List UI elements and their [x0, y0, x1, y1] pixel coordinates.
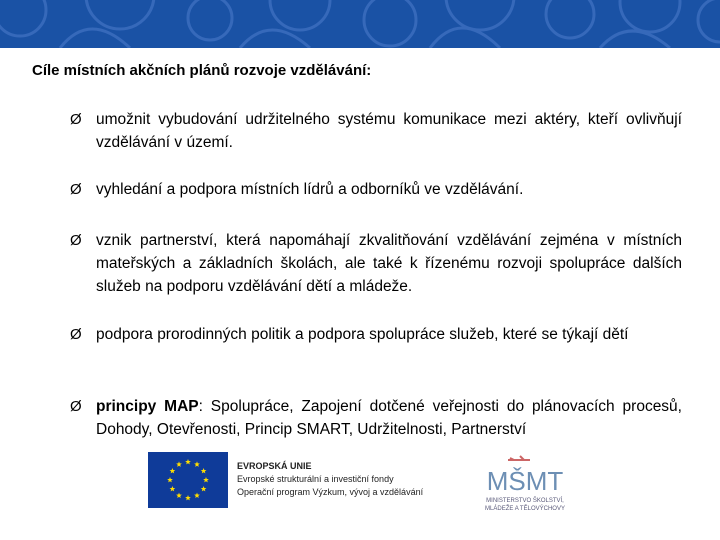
msmt-emblem-icon [470, 454, 580, 498]
eu-star-icon [185, 459, 191, 464]
list-item-text: vyhledání a podpora místních lídrů a odborníků ve vzdělávání. [96, 181, 524, 198]
msmt-logo [470, 454, 580, 510]
list-item [70, 108, 682, 154]
eu-star-icon [201, 468, 207, 473]
arrow-bullet-icon: Ø [70, 398, 82, 415]
eu-star-icon [176, 461, 182, 466]
msmt-caption [470, 497, 580, 513]
msmt-caption-line1: MINISTERSTVO ŠKOLSTVÍ, [486, 498, 564, 504]
list-item-text [96, 395, 682, 441]
arrow-bullet-icon: Ø [70, 181, 82, 198]
list-item [70, 323, 682, 346]
arrow-bullet-icon: Ø [70, 111, 82, 128]
list-item-text: podpora prorodinných politik a podpora spolupráce služeb, které se týkají dětí [96, 326, 629, 343]
eu-star-icon [185, 495, 191, 500]
list-item-text: umožnit vybudování udržitelného systému komunikace mezi aktéry, kteří ovlivňují vzdělávání v území. [96, 111, 682, 151]
eu-flag-icon [148, 452, 228, 508]
principles-text: : Spolupráce, Zapojení dotčené veřejnosti do plánovacích procesů, Dohody, Otevřenosti, Princip SMART, Udržitelnosti, Partnerství [96, 398, 682, 438]
msmt-logo-text: MŠMT [486, 466, 564, 496]
eu-star-icon [170, 486, 176, 491]
list-item [70, 395, 682, 441]
list-item [70, 178, 682, 201]
eu-star-icon [203, 477, 209, 482]
arrow-bullet-icon: Ø [70, 326, 82, 343]
eu-star-icon [176, 493, 182, 498]
principles-label: principy MAP [96, 398, 199, 415]
banner-pattern [0, 0, 720, 48]
list-item [70, 229, 682, 298]
eu-programme-text: Operační program Výzkum, vývoj a vzdělávání [237, 487, 424, 497]
eu-star-icon [170, 468, 176, 473]
page-heading: Cíle místních akčních plánů rozvoje vzdělávání: [32, 62, 372, 79]
eu-funds-text: Evropské strukturální a investiční fondy [237, 474, 394, 484]
eu-logo-text [237, 460, 423, 499]
msmt-caption-line2: MLÁDEŽE A TĚLOVÝCHOVY [485, 506, 565, 512]
arrow-bullet-icon: Ø [70, 232, 82, 249]
eu-star-icon [201, 486, 207, 491]
eu-star-icon [167, 477, 173, 482]
header-banner [0, 0, 720, 48]
eu-star-icon [194, 461, 200, 466]
list-item-text: vznik partnerství, která napomáhají zkvalitňování vzdělávání zejména v místních mateřských a základních školách, ale také k řízenému rozvoji spolupráce dalších služeb na podporu vzdělávání dětí a mládeže. [96, 232, 682, 295]
eu-title: EVROPSKÁ UNIE [237, 461, 312, 471]
footer-logos [148, 450, 578, 512]
eu-star-icon [194, 493, 200, 498]
